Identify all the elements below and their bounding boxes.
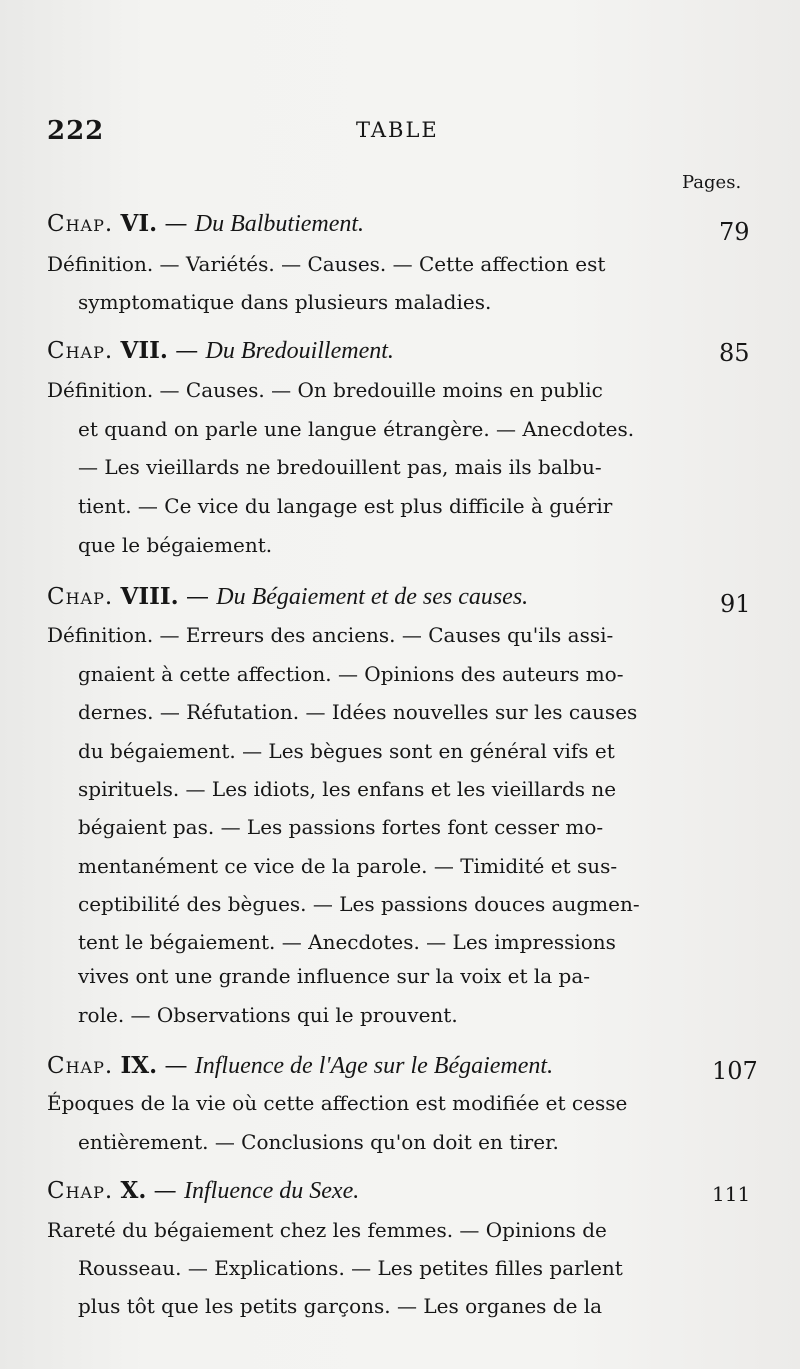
chapter-heading [47,1177,359,1205]
chapter-number: X. [120,1177,147,1204]
chapter-page-ref: 79 [719,218,750,246]
chapter-summary-line: symptomatique dans plusieurs maladies. [78,290,492,314]
chapter-dash: — [164,1053,188,1079]
chapter-label: Chap. [47,338,114,364]
pages-column-label: Pages. [682,172,742,193]
chapter-label: Chap. [47,211,114,237]
chapter-number: VIII. [120,583,179,610]
chapter-number: VI. [120,210,158,237]
chapter-page-ref: 85 [719,339,750,367]
chapter-summary-line: dernes. — Réfutation. — Idées nouvelles sur les causes [78,700,638,724]
chapter-title: Du Bredouillement. [205,338,394,364]
chapter-summary-line: et quand on parle une langue étrangère. — Anecdotes. [78,417,635,441]
chapter-dash: — [153,1178,177,1204]
chapter-summary-line: bégaient pas. — Les passions fortes font cesser mo- [78,815,604,839]
chapter-number: IX. [120,1052,158,1079]
chapter-heading [47,210,364,238]
chapter-summary-line: vives ont une grande influence sur la voix et la pa- [78,964,591,988]
chapter-number: VII. [120,337,168,364]
chapter-summary-line: spirituels. — Les idiots, les enfans et les vieillards ne [78,777,617,801]
chapter-heading [47,337,394,365]
chapter-summary-line: tent le bégaiement. — Anecdotes. — Les impressions [78,930,616,954]
chapter-summary-line: Époques de la vie où cette affection est modifiée et cesse [47,1091,628,1115]
chapter-dash: — [185,584,209,610]
chapter-page-ref: 107 [712,1057,758,1085]
chapter-title: Du Bégaiement et de ses causes. [216,584,529,610]
chapter-summary-line: gnaient à cette affection. — Opinions des auteurs mo- [78,662,624,686]
chapter-page-ref: 111 [712,1182,751,1206]
chapter-summary-line: Définition. — Variétés. — Causes. — Cette affection est [47,252,606,276]
chapter-label: Chap. [47,584,114,610]
page-number: 222 [47,116,105,146]
chapter-heading [47,583,528,611]
chapter-summary-line: — Les vieillards ne bredouillent pas, mais ils balbu- [78,455,602,479]
chapter-page-ref: 91 [720,590,751,618]
chapter-title: Influence de l'Age sur le Bégaiement. [194,1053,554,1079]
chapter-summary-line: entièrement. — Conclusions qu'on doit en tirer. [78,1130,559,1154]
chapter-summary-line: Rousseau. — Explications. — Les petites filles parlent [78,1256,623,1280]
chapter-summary-line: que le bégaiement. [78,533,273,557]
chapter-summary-line: ceptibilité des bègues. — Les passions douces augmen- [78,892,640,916]
chapter-title: Influence du Sexe. [183,1178,360,1204]
chapter-summary-line: Définition. — Erreurs des anciens. — Causes qu'ils assi- [47,623,614,647]
chapter-summary-line: mentanément ce vice de la parole. — Timidité et sus- [78,854,618,878]
chapter-heading [47,1052,553,1080]
chapter-summary-line: plus tôt que les petits garçons. — Les organes de la [78,1294,603,1318]
chapter-title: Du Balbutiement. [194,211,365,237]
page-title: TABLE [356,118,439,142]
chapter-summary-line: du bégaiement. — Les bègues sont en général vifs et [78,739,615,763]
chapter-summary-line: role. — Observations qui le prouvent. [78,1003,458,1027]
chapter-label: Chap. [47,1178,114,1204]
chapter-dash: — [175,338,199,364]
chapter-dash: — [164,211,188,237]
chapter-summary-line: tient. — Ce vice du langage est plus difficile à guérir [78,494,613,518]
chapter-label: Chap. [47,1053,114,1079]
chapter-summary-line: Rareté du bégaiement chez les femmes. — Opinions de [47,1218,607,1242]
chapter-summary-line: Définition. — Causes. — On bredouille moins en public [47,378,603,402]
